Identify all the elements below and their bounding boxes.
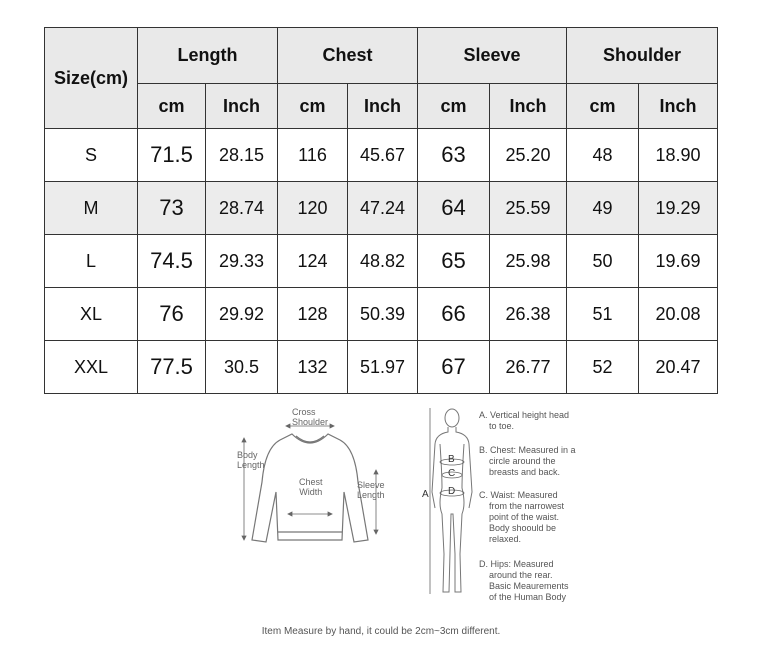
table-cell: 29.33 (206, 235, 278, 288)
note-line: point of the waist. (489, 512, 560, 522)
table-cell: 20.08 (639, 288, 718, 341)
note-line: of the Human Body (489, 592, 567, 602)
table-cell: 67 (418, 341, 490, 394)
note-line: A. Vertical height head (479, 410, 570, 420)
size-label: M (45, 182, 138, 235)
table-cell: 71.5 (138, 129, 206, 182)
table-cell: 51 (567, 288, 639, 341)
note-line: from the narrowest (489, 501, 565, 511)
measurement-diagrams (220, 402, 600, 612)
table-cell: 74.5 (138, 235, 206, 288)
table-cell: 19.29 (639, 182, 718, 235)
table-cell: 76 (138, 288, 206, 341)
unit-header: Inch (639, 84, 718, 129)
note-line: breasts and back. (489, 467, 561, 477)
table-cell: 28.74 (206, 182, 278, 235)
marker-b: B (448, 454, 455, 465)
table-cell: 49 (567, 182, 639, 235)
note-line: D. Hips: Measured (479, 559, 554, 569)
table-cell: 77.5 (138, 341, 206, 394)
label-line: Length (237, 460, 265, 470)
body-length-label (237, 450, 265, 470)
table-cell: 64 (418, 182, 490, 235)
note-line: Body shoould be (489, 523, 557, 533)
table-cell: 20.47 (639, 341, 718, 394)
shoulder-header: Shoulder (567, 28, 718, 84)
label-line: Length (357, 490, 385, 500)
label-line: Cross (292, 407, 316, 417)
label-line: Chest (299, 477, 323, 487)
unit-header: Inch (348, 84, 418, 129)
chest-width-label (299, 477, 323, 497)
table-cell: 128 (278, 288, 348, 341)
table-cell: 65 (418, 235, 490, 288)
unit-header: Inch (206, 84, 278, 129)
table-cell: 26.38 (490, 288, 567, 341)
table-row (45, 129, 718, 182)
label-line: Body (237, 450, 258, 460)
note-line: around the rear. (489, 570, 553, 580)
note-b (479, 445, 576, 478)
note-line: circle around the (489, 456, 556, 466)
table-cell: 26.77 (490, 341, 567, 394)
label-line: Width (299, 487, 323, 497)
length-header: Length (138, 28, 278, 84)
table-cell: 51.97 (348, 341, 418, 394)
unit-header: cm (138, 84, 206, 129)
table-row (45, 341, 718, 394)
note-line: relaxed. (489, 534, 522, 544)
size-label: XL (45, 288, 138, 341)
note-line: to toe. (489, 421, 515, 431)
note-a (479, 410, 569, 432)
unit-header: Inch (490, 84, 567, 129)
table-cell: 50.39 (348, 288, 418, 341)
note-line: Basic Meaurements (489, 581, 569, 591)
table-cell: 45.67 (348, 129, 418, 182)
note-d (479, 559, 569, 603)
unit-header: cm (278, 84, 348, 129)
table-cell: 116 (278, 129, 348, 182)
table-cell: 30.5 (206, 341, 278, 394)
unit-header: cm (418, 84, 490, 129)
table-cell: 47.24 (348, 182, 418, 235)
table-cell: 29.92 (206, 288, 278, 341)
note-c (479, 490, 564, 545)
table-row (45, 235, 718, 288)
human-body-illustration (420, 404, 480, 599)
size-label: S (45, 129, 138, 182)
table-cell: 19.69 (639, 235, 718, 288)
table-cell: 25.98 (490, 235, 567, 288)
table-cell: 132 (278, 341, 348, 394)
table-cell: 28.15 (206, 129, 278, 182)
marker-d: D (448, 486, 456, 497)
sleeve-length-label (357, 480, 385, 500)
table-cell: 63 (418, 129, 490, 182)
cross-shoulder-label (292, 407, 328, 427)
unit-header: cm (567, 84, 639, 129)
table-row (45, 288, 718, 341)
table-cell: 48.82 (348, 235, 418, 288)
note-line: C. Waist: Measured (479, 490, 558, 500)
note-line: B. Chest: Measured in a (479, 445, 576, 455)
size-label: L (45, 235, 138, 288)
measurement-disclaimer: Item Measure by hand, it could be 2cm~3cm different. (261, 626, 501, 637)
size-label: XXL (45, 341, 138, 394)
table-cell: 50 (567, 235, 639, 288)
table-row (45, 182, 718, 235)
label-line: Shoulder (292, 417, 329, 427)
table-cell: 18.90 (639, 129, 718, 182)
table-cell: 25.59 (490, 182, 567, 235)
table-cell: 66 (418, 288, 490, 341)
table-cell: 52 (567, 341, 639, 394)
table-cell: 124 (278, 235, 348, 288)
table-cell: 120 (278, 182, 348, 235)
marker-c: C (448, 468, 456, 479)
size-header-cell: Size(cm) (45, 28, 138, 129)
chest-header: Chest (278, 28, 418, 84)
sleeve-header: Sleeve (418, 28, 567, 84)
table-cell: 73 (138, 182, 206, 235)
marker-a: A (422, 489, 429, 500)
table-cell: 48 (567, 129, 639, 182)
label-line: Sleeve (357, 480, 385, 490)
table-cell: 25.20 (490, 129, 567, 182)
size-chart-table (44, 27, 718, 394)
